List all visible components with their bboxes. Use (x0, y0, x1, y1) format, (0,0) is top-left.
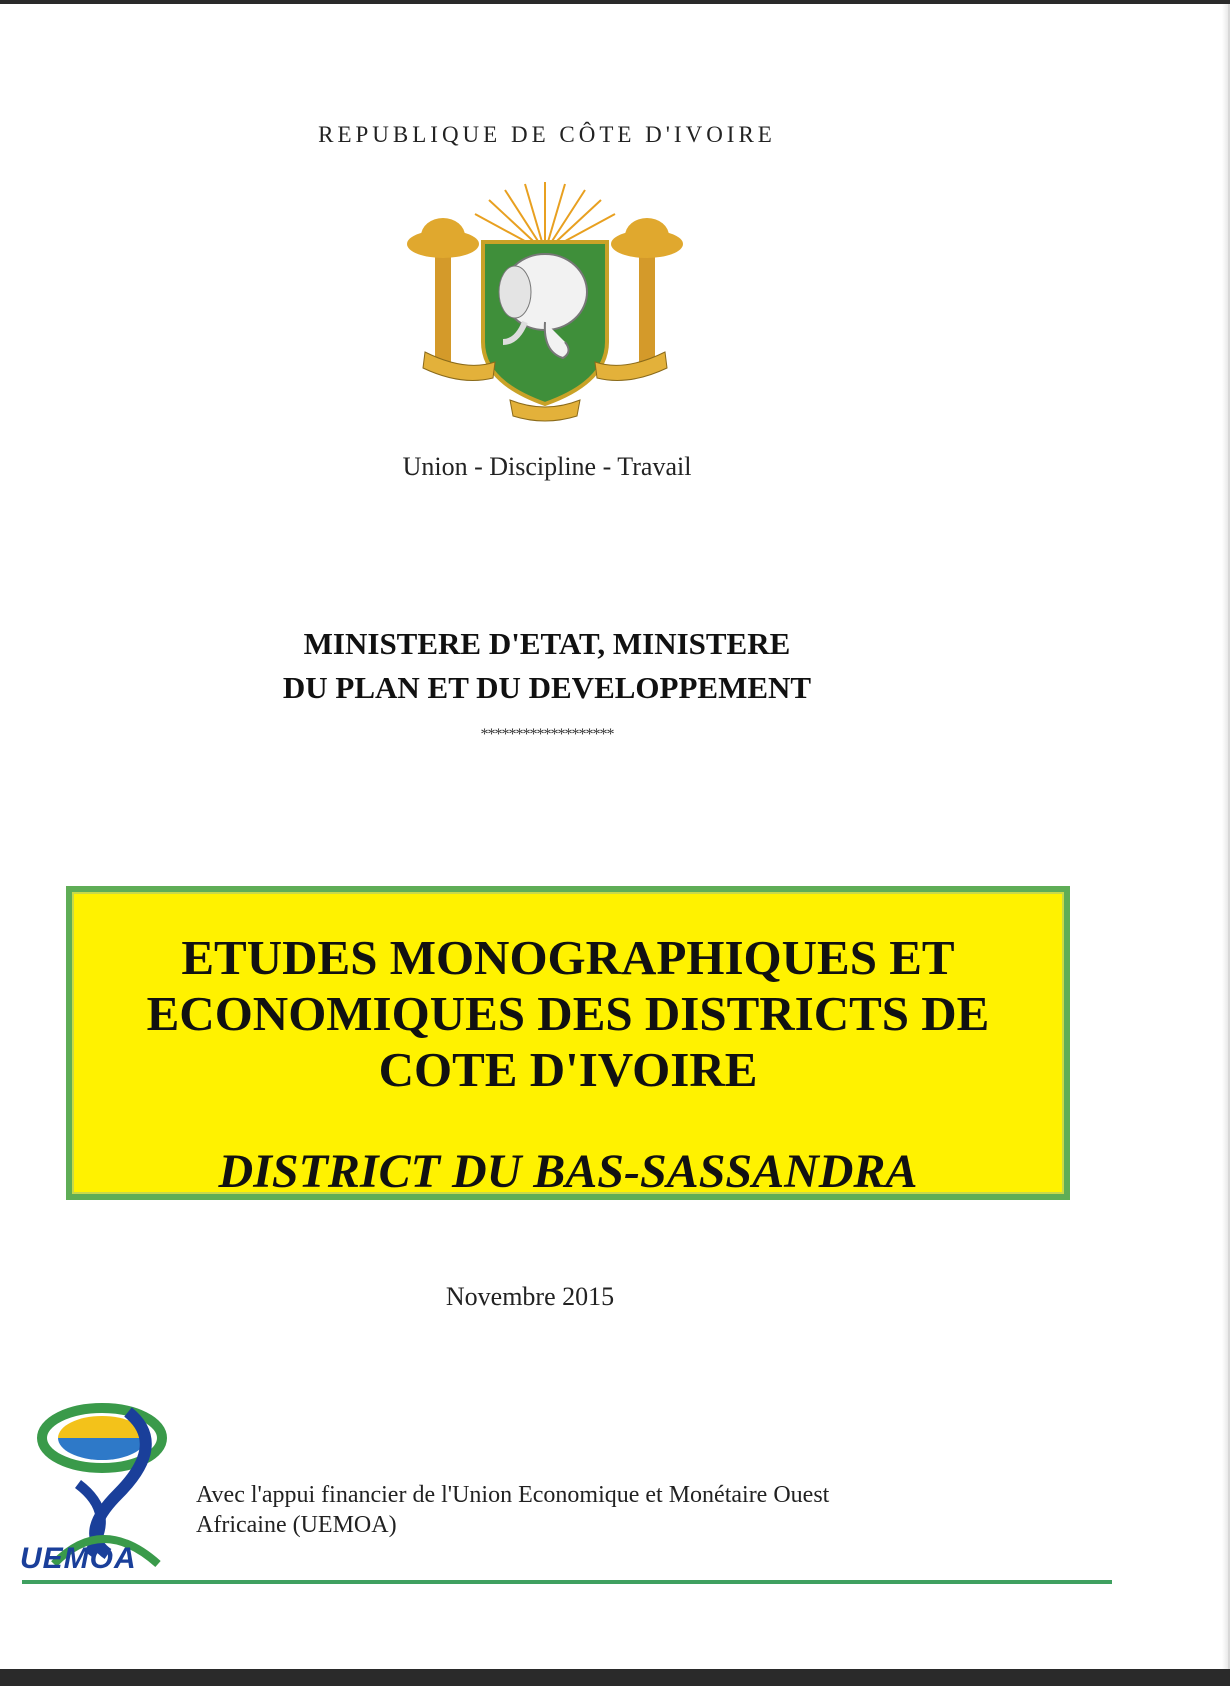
ministry-line-2: DU PLAN ET DU DEVELOPPEMENT (282, 670, 812, 705)
document-title (72, 930, 1064, 1098)
uemoa-logo-text: UEMOA (20, 1542, 137, 1575)
ministry-line-1: MINISTERE D'ETAT, MINISTERE (303, 626, 791, 661)
funding-note (196, 1480, 956, 1540)
publication-date: Novembre 2015 (445, 1282, 615, 1311)
footer-rule (22, 1580, 1112, 1584)
separator-stars: ******************* (480, 726, 614, 743)
motto: Union - Discipline - Travail (402, 452, 692, 481)
page-edge (1222, 4, 1228, 1669)
coat-of-arms-icon (405, 182, 685, 422)
district-subtitle: DISTRICT DU BAS-SASSANDRA (218, 1145, 918, 1198)
funding-line-1: Avec l'appui financier de l'Union Economique et Monétaire Ouest (196, 1482, 830, 1508)
title-box (66, 886, 1070, 1200)
republic-heading: REPUBLIQUE DE CÔTE D'IVOIRE (318, 122, 776, 147)
title-line-1: ETUDES MONOGRAPHIQUES ET (181, 930, 955, 985)
title-line-2: ECONOMIQUES DES DISTRICTS DE (146, 986, 990, 1041)
title-line-3: COTE D'IVOIRE (378, 1042, 758, 1097)
ministry-heading (0, 622, 1094, 710)
funding-line-2: Africaine (UEMOA) (196, 1512, 397, 1538)
document-page (0, 4, 1230, 1669)
